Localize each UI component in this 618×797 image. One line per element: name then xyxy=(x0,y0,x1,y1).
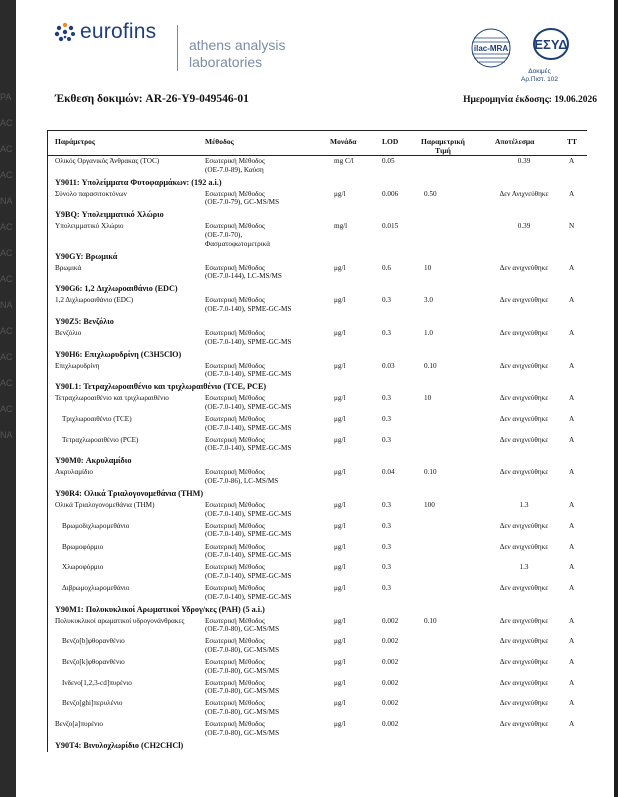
cell-method-line: Εσωτερική Μέθοδος xyxy=(205,542,265,551)
cell-tt: A xyxy=(569,263,575,272)
table-row xyxy=(48,263,587,284)
cell-result: Δεν ανιχνεύθηκε xyxy=(499,263,549,272)
section-heading-text: Y9BQ: Υπολειμματικό Χλώριο xyxy=(55,210,164,220)
cell-method xyxy=(205,415,291,432)
cell-method xyxy=(205,543,291,560)
cell-method-line: (ΟΕ-7.0-144), LC-MS/MS xyxy=(205,272,282,281)
table-row xyxy=(48,189,587,210)
col-header-lod: LOD xyxy=(382,137,399,146)
cell-lod: 0.3 xyxy=(382,435,391,444)
accreditation-caption-line2: Αρ.Πιστ. 102 xyxy=(521,76,559,83)
lab-name-line2: laboratories xyxy=(189,54,263,70)
cell-tt: A xyxy=(569,720,575,729)
cell-parameter: Πολυκυκλικοί αρωματικοί υδρογονάνθρακες xyxy=(55,616,185,625)
table-row xyxy=(48,500,587,521)
cell-method-line: (ΟΕ-7.0-140), SPME-GC-MS xyxy=(205,530,292,539)
cell-method-line: (ΟΕ-7.0-140), SPME-GC-MS xyxy=(205,444,292,453)
cell-tt: A xyxy=(569,296,575,305)
cell-tt: A xyxy=(569,521,575,530)
section-heading xyxy=(48,349,587,361)
cell-parametric-value: 0.10 xyxy=(424,361,437,370)
cell-result: Δεν ανιχνεύθηκε xyxy=(499,678,549,687)
cell-parameter: Χλωροφόρμιο xyxy=(62,563,104,572)
table-row xyxy=(48,562,587,583)
cell-parameter: Σύνολο παρασιτοκτόνων xyxy=(55,189,127,198)
table-header xyxy=(48,131,587,156)
cell-result: Δεν ανιχνεύθηκε xyxy=(499,296,549,305)
cell-tt: A xyxy=(569,435,575,444)
cell-method-line: Εσωτερική Μέθοδος xyxy=(205,657,265,666)
cell-result: Δεν Ανιχνεύθηκε xyxy=(499,189,549,198)
section-heading xyxy=(48,740,587,752)
cell-unit: μg/l xyxy=(334,189,346,198)
background-label: PA xyxy=(0,92,12,102)
cell-method-line: (ΟΕ-7.0-140), SPME-GC-MS xyxy=(205,571,292,580)
cell-method xyxy=(205,468,278,485)
cell-unit: μg/l xyxy=(334,521,346,530)
cell-parameter: Βενζο[ghi]περυλένιο xyxy=(62,699,123,708)
cell-tt: A xyxy=(569,616,575,625)
cell-method-line: (ΟΕ-7.0-80), GC-MS/MS xyxy=(205,666,280,675)
cell-method xyxy=(205,699,279,716)
cell-method xyxy=(205,436,291,453)
cell-method xyxy=(205,522,291,539)
section-heading xyxy=(48,283,587,295)
cell-method xyxy=(205,563,291,580)
accreditation-logos xyxy=(466,26,576,70)
cell-method-line: (ΟΕ-7.0-140), SPME-GC-MS xyxy=(205,423,292,432)
cell-unit: μg/l xyxy=(334,263,346,272)
cell-result: Δεν ανιχνεύθηκε xyxy=(499,616,549,625)
cell-parameter: Ινδενο[1,2,3-cd]πυρένιο xyxy=(62,678,132,687)
cell-tt: A xyxy=(569,189,575,198)
table-row xyxy=(48,393,587,414)
cell-tt: A xyxy=(569,501,575,510)
viewer-edge xyxy=(614,0,618,797)
background-label: AC xyxy=(0,144,13,154)
cell-parameter: Επιχλωρυδρίνη xyxy=(55,361,100,370)
cell-lod: 0.3 xyxy=(382,296,391,305)
cell-parameter: Ολικός Οργανικός Άνθρακας (TOC) xyxy=(55,157,160,165)
table-row xyxy=(48,698,587,719)
cell-unit: μg/l xyxy=(334,329,346,338)
cell-method xyxy=(205,157,265,174)
background-label: AC xyxy=(0,326,13,336)
cell-method-line: Εσωτερική Μέθοδος xyxy=(205,720,265,729)
cell-method-line: (ΟΕ-7.0-80), GC-MS/MS xyxy=(205,728,280,737)
cell-parameter: Βρωμικά xyxy=(55,263,82,272)
cell-result: 1.3 xyxy=(519,563,529,572)
cell-result: 1.3 xyxy=(519,501,529,510)
background-label: AC xyxy=(0,352,13,362)
cell-result: Δεν ανιχνεύθηκε xyxy=(499,699,549,708)
cell-method-line: (ΟΕ-7.0-80), GC-MS/MS xyxy=(205,625,280,634)
background-label: AC xyxy=(0,222,13,232)
table-row xyxy=(48,616,587,637)
cell-unit: μg/l xyxy=(334,501,346,510)
cell-method xyxy=(205,658,279,675)
cell-method xyxy=(205,296,291,313)
cell-tt: A xyxy=(569,542,575,551)
cell-unit: μg/l xyxy=(334,435,346,444)
section-heading-text: Y90Z5: Βενζόλιο xyxy=(55,317,114,327)
cell-lod: 0.05 xyxy=(382,157,395,165)
cell-method xyxy=(205,329,291,346)
cell-lod: 0.3 xyxy=(382,563,391,572)
cell-parametric-value: 10 xyxy=(424,263,432,272)
cell-unit: μg/l xyxy=(334,394,346,403)
cell-lod: 0.002 xyxy=(382,637,399,646)
eurofins-dots-icon xyxy=(54,21,76,43)
viewer-background xyxy=(0,0,16,797)
cell-result: Δεν ανιχνεύθηκε xyxy=(499,361,549,370)
background-label: AC xyxy=(0,170,13,180)
cell-method-line: Εσωτερική Μέθοδος xyxy=(205,222,265,231)
section-heading-text: Y9011: Υπολείμματα Φυτοφαρμάκων: (192 a.i.) xyxy=(55,177,222,187)
cell-method xyxy=(205,264,282,281)
cell-method-line: Φασματοφωτομετρικά xyxy=(205,239,270,248)
background-label: AC xyxy=(0,118,13,128)
col-header-parametric-line1: Παραμετρική xyxy=(421,137,465,146)
table-row xyxy=(48,678,587,699)
cell-method-line: Εσωτερική Μέθοδος xyxy=(205,394,265,403)
cell-parametric-value: 100 xyxy=(424,501,435,510)
cell-method-line: Εσωτερική Μέθοδος xyxy=(205,435,265,444)
ilac-text: ilac-MRA xyxy=(473,44,509,53)
cell-lod: 0.015 xyxy=(382,222,399,231)
col-header-parametric-line2: Τιμή xyxy=(435,146,451,155)
cell-method-line: (ΟΕ-7.0-79), GC-MS/MS xyxy=(205,198,280,207)
cell-result: Δεν ανιχνεύθηκε xyxy=(499,435,549,444)
cell-lod: 0.002 xyxy=(382,657,399,666)
cell-tt: A xyxy=(569,157,575,165)
cell-parameter: Τετραχλωροαιθένιο και τριχλωραιθένιο xyxy=(55,394,169,403)
section-heading-text: Y90GY: Βρωμικά xyxy=(55,251,118,261)
cell-unit: μg/l xyxy=(334,616,346,625)
section-heading-text: Y90M1: Πολυκυκλικοί Αρωματικοί Υδρογ/κες (PAH) (5 a.i.) xyxy=(55,604,265,614)
cell-method-line: Εσωτερική Μέθοδος xyxy=(205,563,265,572)
cell-result: Δεν ανιχνεύθηκε xyxy=(499,720,549,729)
cell-lod: 0.3 xyxy=(382,415,391,424)
cell-lod: 0.002 xyxy=(382,699,399,708)
cell-result: Δεν ανιχνεύθηκε xyxy=(499,542,549,551)
cell-method-line: (ΟΕ-7.0-89), Καύση xyxy=(205,165,264,174)
background-label: AC xyxy=(0,378,13,388)
cell-method-line: (ΟΕ-7.0-140), SPME-GC-MS xyxy=(205,592,292,601)
table-row xyxy=(48,636,587,657)
brand-name: eurofins xyxy=(80,20,157,43)
cell-method-line: (ΟΕ-7.0-86), LC-MS/MS xyxy=(205,477,279,486)
cell-tt: A xyxy=(569,361,575,370)
cell-parameter: Διβρωμοχλωρομεθάνιο xyxy=(62,583,130,592)
cell-parameter: Υπολειμματικό Χλώριο xyxy=(55,222,124,231)
cell-lod: 0.04 xyxy=(382,468,395,477)
cell-unit: μg/l xyxy=(334,583,346,592)
background-label: NA xyxy=(0,430,13,440)
col-header-result: Αποτέλεσμα xyxy=(495,137,535,146)
cell-method xyxy=(205,394,291,411)
cell-method-line: Εσωτερική Μέθοδος xyxy=(205,296,265,305)
section-heading xyxy=(48,604,587,616)
table-row xyxy=(48,583,587,604)
cell-unit: μg/l xyxy=(334,563,346,572)
cell-method-line: Εσωτερική Μέθοδος xyxy=(205,521,265,530)
table-row xyxy=(48,361,587,382)
cell-tt: N xyxy=(569,222,575,231)
cell-method-line: (ΟΕ-7.0-140), SPME-GC-MS xyxy=(205,509,292,518)
cell-result: Δεν ανιχνεύθηκε xyxy=(499,637,549,646)
cell-method-line: Εσωτερική Μέθοδος xyxy=(205,616,265,625)
cell-tt: A xyxy=(569,583,575,592)
cell-unit: μg/l xyxy=(334,415,346,424)
background-label: AC xyxy=(0,248,13,258)
cell-parameter: Βενζο[a]πυρένιο xyxy=(55,720,103,729)
cell-method-line: Εσωτερική Μέθοδος xyxy=(205,501,265,510)
cell-method-line: Εσωτερική Μέθοδος xyxy=(205,361,265,370)
cell-method xyxy=(205,222,270,248)
col-header-parameter: Παράμετρος xyxy=(55,137,96,146)
cell-lod: 0.002 xyxy=(382,678,399,687)
cell-parameter: Βρωμοφόρμιο xyxy=(62,542,104,551)
cell-method xyxy=(205,720,279,737)
cell-method xyxy=(205,584,291,601)
cell-result: 0.39 xyxy=(517,222,531,231)
section-heading-text: Y90G6: 1,2 Διχλωροαιθάνιο (EDC) xyxy=(55,284,178,294)
section-heading-text: Y90T4: Βινυλοχλωρίδιο (CH2CHCl) xyxy=(55,740,184,750)
logo-divider xyxy=(177,25,178,71)
cell-tt: A xyxy=(569,699,575,708)
cell-method-line: (ΟΕ-7.0-80), GC-MS/MS xyxy=(205,645,280,654)
cell-tt: A xyxy=(569,468,575,477)
cell-lod: 0.6 xyxy=(382,263,391,272)
section-heading-text: Y90R4: Ολικά Τριαλογονομεθάνια (THM) xyxy=(55,489,204,499)
cell-lod: 0.3 xyxy=(382,583,391,592)
table-row xyxy=(48,521,587,542)
section-heading-text: Y90M0: Ακρυλαμίδιο xyxy=(55,456,132,466)
section-heading-text: Y90H6: Επιχλωρυδρίνη (C3H5ClO) xyxy=(55,349,182,359)
cell-unit: mg C/l xyxy=(334,157,354,165)
document-page xyxy=(16,0,614,797)
cell-method xyxy=(205,679,279,696)
cell-method-line: (ΟΕ-7.0-80), GC-MS/MS xyxy=(205,707,280,716)
section-heading-text: Y90L1: Τετραχλωροαιθένιο και τριχλωραιθένιο (TCE, PCE) xyxy=(55,382,267,392)
report-title: Έκθεση δοκιμών: AR-26-Y9-049546-01 xyxy=(55,93,249,105)
cell-method xyxy=(205,190,279,207)
accreditation-caption-line1: Δοκιμές xyxy=(528,68,551,75)
cell-parameter: Τετραχλωροαιθένιο (PCE) xyxy=(62,435,139,444)
cell-method-line: Εσωτερική Μέθοδος xyxy=(205,415,265,424)
cell-parameter: Βενζόλιο xyxy=(55,329,82,338)
background-label: NA xyxy=(0,196,13,206)
cell-method xyxy=(205,362,291,379)
table-row xyxy=(48,156,587,177)
background-label: AC xyxy=(0,274,13,284)
cell-method xyxy=(205,637,279,654)
table-row xyxy=(48,414,587,435)
cell-method-line: (ΟΕ-7.0-140), SPME-GC-MS xyxy=(205,370,292,379)
cell-result: Δεν ανιχνεύθηκε xyxy=(499,329,549,338)
cell-parameter: Ολικά Τριαλογονομεθάνια (THM) xyxy=(55,501,155,510)
cell-parameter: Βενζο[k]φθορανθένιο xyxy=(62,657,125,666)
table-row xyxy=(48,435,587,456)
cell-method-line: (ΟΕ-7.0-140), SPME-GC-MS xyxy=(205,304,292,313)
cell-method-line: Εσωτερική Μέθοδος xyxy=(205,699,265,708)
cell-lod: 0.3 xyxy=(382,329,391,338)
table-row xyxy=(48,542,587,563)
cell-unit: mg/l xyxy=(334,222,348,231)
lab-name-line1: athens analysis xyxy=(189,37,286,53)
cell-parameter: Βρωμοδιχλωρομεθάνιο xyxy=(62,521,130,530)
esyd-logo xyxy=(534,29,568,59)
cell-method-line: Εσωτερική Μέθοδος xyxy=(205,189,265,198)
cell-method-line: Εσωτερική Μέθοδος xyxy=(205,329,265,338)
cell-tt: A xyxy=(569,637,575,646)
cell-lod: 0.3 xyxy=(382,501,391,510)
cell-unit: μg/l xyxy=(334,720,346,729)
cell-method-line: (ΟΕ-7.0-140), SPME-GC-MS xyxy=(205,403,292,412)
section-heading xyxy=(48,177,587,189)
cell-result: Δεν ανιχνεύθηκε xyxy=(499,583,549,592)
cell-tt: A xyxy=(569,415,575,424)
col-header-method: Μέθοδος xyxy=(205,137,234,146)
cell-method-line: Εσωτερική Μέθοδος xyxy=(205,157,265,165)
cell-parametric-value: 0.50 xyxy=(424,189,437,198)
cell-method-line: Εσωτερική Μέθοδος xyxy=(205,263,265,272)
cell-method-line: (ΟΕ-7.0-70), xyxy=(205,230,243,239)
cell-lod: 0.006 xyxy=(382,189,399,198)
cell-parameter: Ακρυλαμίδιο xyxy=(55,468,93,477)
cell-result: Δεν ανιχνεύθηκε xyxy=(499,521,549,530)
cell-result: Δεν ανιχνεύθηκε xyxy=(499,415,549,424)
col-header-tt: TT xyxy=(567,137,578,146)
col-header-parametric-value xyxy=(414,137,472,155)
cell-parametric-value: 3.0 xyxy=(424,296,433,305)
cell-method-line: (ΟΕ-7.0-80), GC-MS/MS xyxy=(205,687,280,696)
section-heading xyxy=(48,381,587,393)
table-row xyxy=(48,719,587,740)
table-row xyxy=(48,295,587,316)
section-heading xyxy=(48,209,587,221)
cell-tt: A xyxy=(569,329,575,338)
section-heading xyxy=(48,488,587,500)
cell-tt: A xyxy=(569,394,575,403)
cell-unit: μg/l xyxy=(334,542,346,551)
cell-method-line: Εσωτερική Μέθοδος xyxy=(205,468,265,477)
lab-name xyxy=(189,37,286,71)
cell-lod: 0.3 xyxy=(382,542,391,551)
cell-unit: μg/l xyxy=(334,637,346,646)
ilac-mra-logo xyxy=(472,29,510,67)
section-heading xyxy=(48,251,587,263)
cell-tt: A xyxy=(569,563,575,572)
cell-result: Δεν ανιχνεύθηκε xyxy=(499,394,549,403)
cell-unit: μg/l xyxy=(334,699,346,708)
cell-lod: 0.3 xyxy=(382,521,391,530)
cell-method xyxy=(205,617,279,634)
cell-method-line: (ΟΕ-7.0-140), SPME-GC-MS xyxy=(205,551,292,560)
cell-unit: μg/l xyxy=(334,361,346,370)
cell-parameter: 1,2 Διχλωροαιθάνιο (EDC) xyxy=(55,296,134,305)
cell-parameter: Βενζο[b]φθορανθένιο xyxy=(62,637,125,646)
cell-parametric-value: 10 xyxy=(424,394,432,403)
table-body xyxy=(48,156,587,752)
cell-unit: μg/l xyxy=(334,296,346,305)
cell-lod: 0.002 xyxy=(382,616,399,625)
cell-unit: μg/l xyxy=(334,678,346,687)
cell-lod: 0.03 xyxy=(382,361,395,370)
table-row xyxy=(48,467,587,488)
eurofins-logo xyxy=(54,20,156,44)
table-row xyxy=(48,221,587,250)
accreditation-caption xyxy=(521,68,558,84)
cell-method-line: Εσωτερική Μέθοδος xyxy=(205,678,265,687)
cell-result: Δεν ανιχνεύθηκε xyxy=(499,468,549,477)
section-heading xyxy=(48,316,587,328)
table-row xyxy=(48,328,587,349)
esyd-text: ΕΣΥΔ xyxy=(534,37,568,52)
cell-result: 0.39 xyxy=(517,157,531,165)
col-header-unit: Μονάδα xyxy=(330,137,357,146)
issue-date: Ημερομηνία έκδοσης: 19.06.2026 xyxy=(463,95,597,105)
background-label: NA xyxy=(0,300,13,310)
cell-unit: μg/l xyxy=(334,468,346,477)
cell-parameter: Τριχλωροαιθένιο (TCE) xyxy=(62,415,132,424)
background-label: AC xyxy=(0,404,13,414)
cell-method-line: Εσωτερική Μέθοδος xyxy=(205,583,265,592)
cell-method-line: (ΟΕ-7.0-140), SPME-GC-MS xyxy=(205,337,292,346)
cell-method-line: Εσωτερική Μέθοδος xyxy=(205,637,265,646)
cell-parametric-value: 0.10 xyxy=(424,468,437,477)
cell-parametric-value: 1.0 xyxy=(424,329,433,338)
results-table xyxy=(47,130,587,752)
cell-result: Δεν ανιχνεύθηκε xyxy=(499,657,549,666)
cell-parametric-value: 0.10 xyxy=(424,616,437,625)
cell-tt: A xyxy=(569,657,575,666)
section-heading xyxy=(48,455,587,467)
cell-tt: A xyxy=(569,678,575,687)
table-row xyxy=(48,657,587,678)
cell-unit: μg/l xyxy=(334,657,346,666)
cell-lod: 0.3 xyxy=(382,394,391,403)
cell-method xyxy=(205,501,291,518)
cell-lod: 0.002 xyxy=(382,720,399,729)
